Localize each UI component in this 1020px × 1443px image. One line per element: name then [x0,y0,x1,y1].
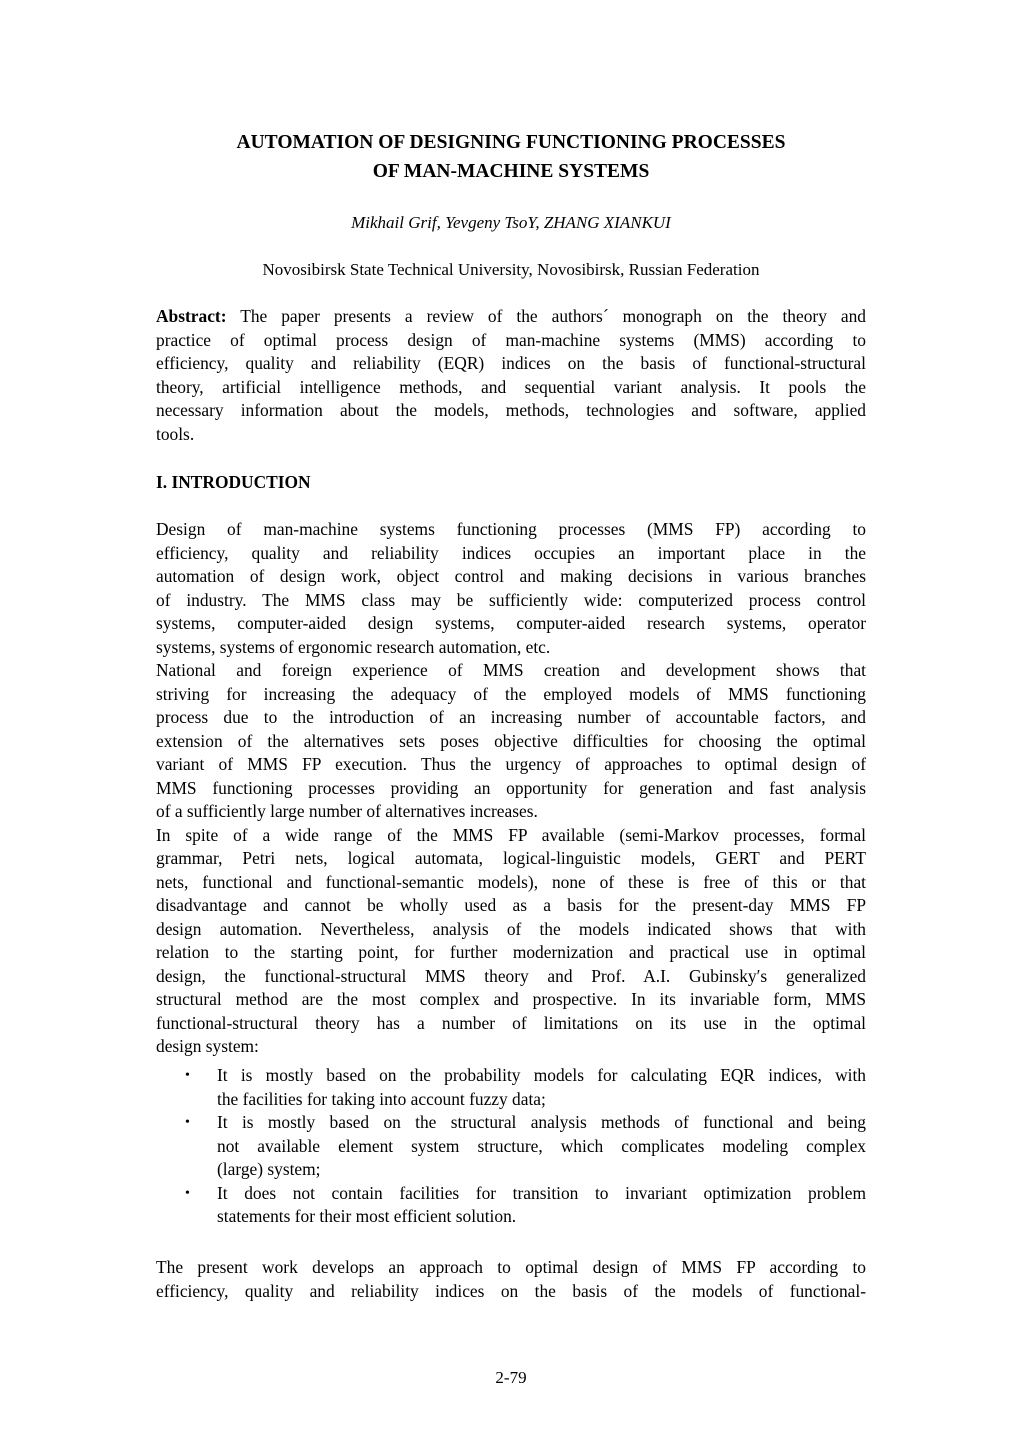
closing-paragraph [156,1256,866,1303]
body-line: systems, computer-aided design systems, computer-aided research systems, operator [156,613,866,633]
bullet-icon: • [185,1185,190,1201]
abstract-line: necessary information about the models, methods, technologies and software, applied [156,400,866,420]
body-line: efficiency, quality and reliability indices occupies an important place in the [156,542,866,563]
page-number: 2-79 [495,1368,527,1387]
list-item-line: not available element system structure, which complicates modeling complex [217,1135,866,1156]
body-line: design, the functional-structural MMS theory and Prof. A.I. Gubinsky′s generalized [156,965,866,986]
title-line-2: OF MAN-MACHINE SYSTEMS [372,161,650,182]
body-line: structural method are the most complex and prospective. In its invariable form, MMS [156,989,866,1009]
title-line-1: AUTOMATION OF DESIGNING FUNCTIONING PROCESSES [236,132,786,153]
list-item [156,1182,866,1229]
body-line: variant of MMS FP execution. Thus the urgency of approaches to optimal design of [156,754,866,774]
body-line: National and foreign experience of MMS creation and development shows that [156,660,866,680]
intro-text [156,518,866,1059]
list-item-line: the facilities for taking into account fuzzy data; [217,1088,546,1109]
abstract-line-text: The paper presents a review of the authors´ monograph on the theory and [226,306,866,326]
abstract-line: efficiency, quality and reliability (EQR) indices on the basis of functional-structural [156,353,866,373]
section-heading: I. INTRODUCTION [156,472,311,492]
list-item [156,1111,866,1182]
body-line: systems, systems of ergonomic research automation, etc. [156,636,551,657]
body-line: design system: [156,1036,259,1056]
list-item-line: (large) system; [217,1159,321,1179]
abstract [156,305,866,446]
bullet-icon: • [185,1068,190,1083]
body-line: design automation. Nevertheless, analysis of the models indicated shows that with [156,918,866,939]
list-item-line: It is mostly based on the probability models for calculating EQR indices, with [217,1065,866,1085]
list-item-line: It does not contain facilities for transition to invariant optimization problem [217,1182,866,1203]
body-line: nets, functional and functional-semantic models), none of these is free of this or that [156,871,866,892]
body-line: relation to the starting point, for further modernization and practical use in optimal [156,942,866,962]
body-line: efficiency, quality and reliability indices on the basis of the models of functional- [156,1280,866,1301]
body-line: In spite of a wide range of the MMS FP available (semi-Markov processes, formal [156,824,866,845]
abstract-line: theory, artificial intelligence methods, and sequential variant analysis. It pools the [156,376,866,397]
body-line: of a sufficiently large number of alternatives increases. [156,801,538,821]
body-line: extension of the alternatives sets poses objective difficulties for choosing the optimal [156,730,866,751]
body-line: grammar, Petri nets, logical automata, logical-linguistic models, GERT and PERT [156,848,866,868]
body-line: functional-structural theory has a number of limitations on its use in the optimal [156,1012,866,1033]
abstract-line: practice of optimal process design of man-machine systems (MMS) according to [156,329,866,350]
abstract-line [156,305,866,329]
body-line: automation of design work, object control and making decisions in various branches [156,566,866,586]
abstract-line: tools. [156,423,195,444]
bullet-icon: • [185,1115,190,1130]
body-line: Design of man-machine systems functioning processes (MMS FP) according to [156,519,866,539]
author-list: Mikhail Grif, Yevgeny TsoY, ZHANG XIANKUI [351,213,671,232]
paper-page [156,0,866,1443]
body-line: The present work develops an approach to optimal design of MMS FP according to [156,1257,866,1277]
list-item [156,1064,866,1111]
body-line: of industry. The MMS class may be sufficiently wide: computerized process control [156,589,866,610]
limitations-list [156,1064,866,1229]
body-line: process due to the introduction of an increasing number of accountable factors, and [156,707,866,727]
paper-title [156,128,866,186]
list-item-line: It is mostly based on the structural analysis methods of functional and being [217,1112,866,1132]
abstract-label: Abstract: [156,306,227,326]
body-line: disadvantage and cannot be wholly used as a basis for the present-day MMS FP [156,895,866,915]
list-item-line: statements for their most efficient solution. [217,1206,517,1226]
body-line: striving for increasing the adequacy of the employed models of MMS functioning [156,683,866,704]
affiliation: Novosibirsk State Technical University, Novosibirsk, Russian Federation [262,260,760,279]
body-line: MMS functioning processes providing an opportunity for generation and fast analysis [156,777,866,798]
